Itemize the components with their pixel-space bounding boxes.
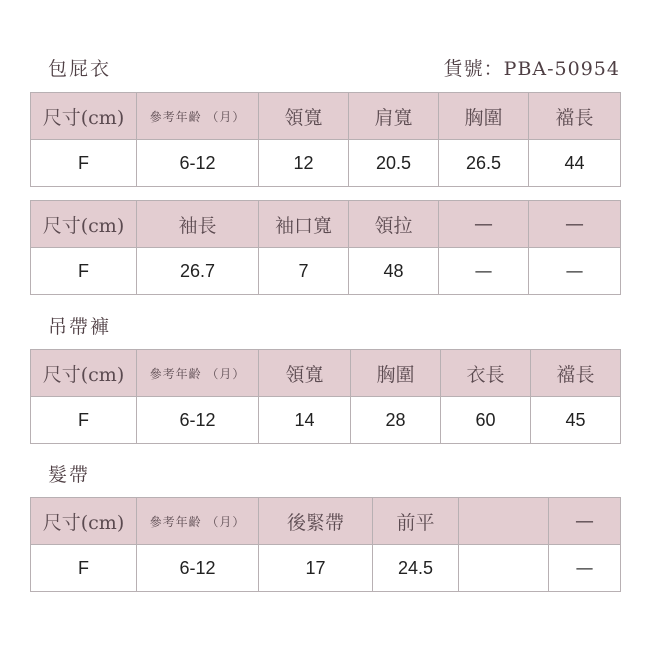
header-cell-cuff-width: 袖口寬 (259, 201, 349, 248)
value-cell: 48 (349, 248, 439, 295)
value-cell: 24.5 (373, 545, 459, 592)
table-header-row (31, 498, 621, 545)
value-cell: — (549, 545, 621, 592)
value-cell: 7 (259, 248, 349, 295)
value-cell: — (439, 248, 529, 295)
bodysuit-size-table-2 (30, 200, 621, 295)
value-cell: 28 (351, 397, 441, 444)
header-cell-chest: 胸圍 (351, 350, 441, 397)
headband-size-table (30, 497, 621, 592)
value-cell: F (31, 545, 137, 592)
header-cell-crotch-length: 襠長 (531, 350, 621, 397)
header-cell-size: 尺寸(cm) (31, 350, 137, 397)
value-cell: — (529, 248, 621, 295)
header-cell-size: 尺寸(cm) (31, 201, 137, 248)
table-row (31, 545, 621, 592)
table-header-row (31, 350, 621, 397)
header-cell-shoulder-width: 肩寬 (349, 93, 439, 140)
header-cell-sleeve-length: 袖長 (137, 201, 259, 248)
header-cell-body-length: 衣長 (441, 350, 531, 397)
header-cell-size: 尺寸(cm) (31, 93, 137, 140)
value-cell: F (31, 140, 137, 187)
value-cell: 6-12 (137, 140, 259, 187)
value-cell: 45 (531, 397, 621, 444)
value-cell: F (31, 397, 137, 444)
header-cell-blank (459, 498, 549, 545)
header-cell-front-flat: 前平 (373, 498, 459, 545)
overalls-size-table (30, 349, 621, 444)
value-cell: F (31, 248, 137, 295)
value-cell: 6-12 (137, 545, 259, 592)
table-row (31, 140, 621, 187)
bodysuit-size-table-1 (30, 92, 621, 187)
header-cell-empty: — (529, 201, 621, 248)
section-title-headband: 髮帶 (48, 464, 91, 486)
header-cell-age: 參考年齡 （月） (137, 498, 259, 545)
value-cell: 26.7 (137, 248, 259, 295)
value-cell: 44 (529, 140, 621, 187)
header-cell-neck-width: 領寬 (259, 350, 351, 397)
header-cell-neck-stretch: 領拉 (349, 201, 439, 248)
value-cell: 12 (259, 140, 349, 187)
header-cell-chest: 胸圍 (439, 93, 529, 140)
value-cell: 17 (259, 545, 373, 592)
table-header-row (31, 93, 621, 140)
value-cell: 60 (441, 397, 531, 444)
value-cell: 20.5 (349, 140, 439, 187)
product-code: 貨號：PBA-50954 (443, 58, 620, 80)
table-header-row (31, 201, 621, 248)
header-cell-age: 參考年齡 （月） (137, 350, 259, 397)
table-row (31, 248, 621, 295)
header-cell-crotch-length: 襠長 (529, 93, 621, 140)
header-cell-neck-width: 領寬 (259, 93, 349, 140)
value-cell: 6-12 (137, 397, 259, 444)
value-cell: 26.5 (439, 140, 529, 187)
section-title-bodysuit: 包屁衣 (48, 58, 112, 80)
header-cell-size: 尺寸(cm) (31, 498, 137, 545)
header-cell-empty: — (439, 201, 529, 248)
header-cell-empty: — (549, 498, 621, 545)
table-row (31, 397, 621, 444)
value-cell (459, 545, 549, 592)
header-cell-age: 參考年齡 （月） (137, 93, 259, 140)
value-cell: 14 (259, 397, 351, 444)
header-cell-back-elastic: 後緊帶 (259, 498, 373, 545)
section-title-overalls: 吊帶褲 (48, 316, 112, 338)
